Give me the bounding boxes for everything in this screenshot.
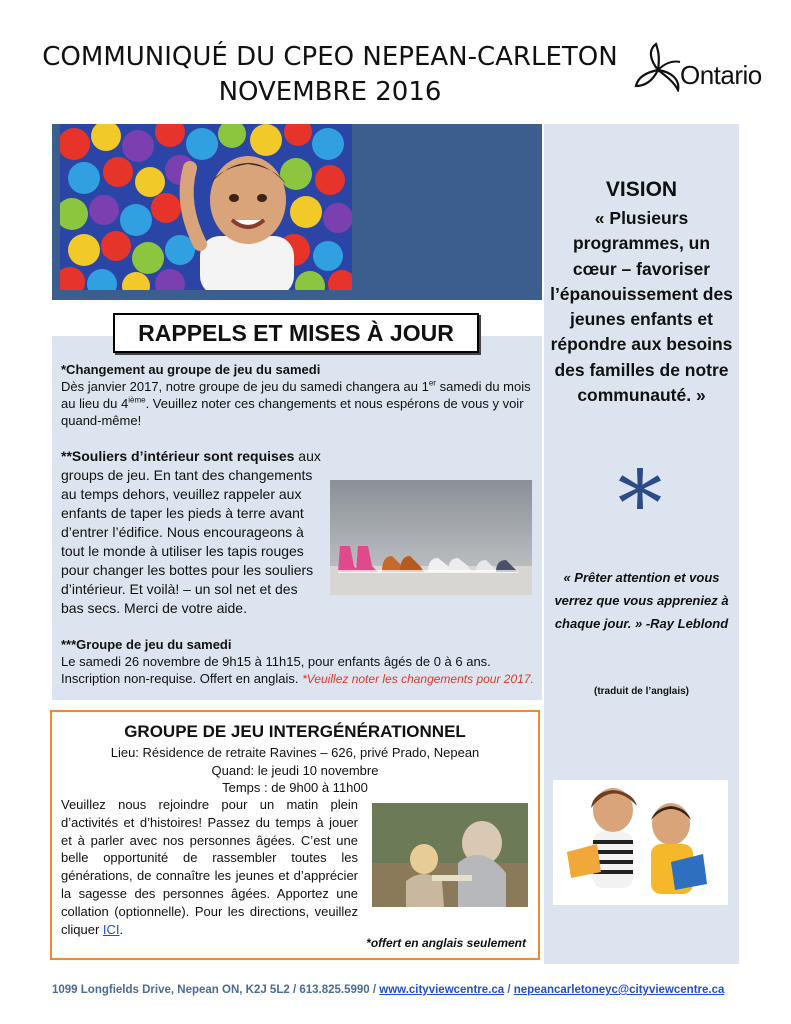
kids-reading-photo: [553, 780, 728, 905]
item-2-title: **Souliers d’intérieur sont requises: [61, 448, 295, 464]
intergenerational-painting: [372, 803, 528, 907]
rappels-item-1: [61, 361, 531, 429]
trillium-icon: [634, 42, 682, 92]
logo-text: Ontario: [680, 60, 762, 90]
intergenerational-text: Veuillez nous rejoindre pour un matin plein d’activités et d’histoires! Passez du temps à jouer et à parler avec nos personnes âgées. C’est une belle opportunité de rassembler toutes les générations, de connaître les jeunes et d’apprécier la sagesse des personnes âgées. Apportez une collation (optionnelle). Pour les directions, veuillez cliquer ICI.: [61, 797, 358, 937]
rappels-item-3: [61, 636, 539, 688]
event-date: Quand: le jeudi 10 novembre: [211, 763, 379, 778]
event-time: Temps : de 9h00 à 11h00: [222, 780, 368, 795]
rappels-heading: RAPPELS ET MISES À JOUR: [113, 313, 479, 353]
shoes-photo: [330, 480, 532, 595]
asterisk-icon: *: [617, 452, 663, 557]
item-1-title: *Changement au groupe de jeu du samedi: [61, 362, 321, 377]
directions-link[interactable]: ICI: [102, 921, 120, 937]
quote-text: « Prêter attention et vous verrez que vous appreniez à chaque jour. » -Ray Leblond: [554, 570, 729, 632]
footer-address: 1099 Longfields Drive, Nepean ON, K2J 5L2 / 613.825.5990 /: [52, 984, 380, 996]
item-3-line-1: Le samedi 26 novembre de 9h15 à 11h15, pour enfants âgés de 0 à 6 ans.: [61, 654, 491, 669]
newsletter-title: [40, 40, 620, 110]
item-3-line-2: Inscription non-requise. Offert en anglais. *Veuillez noter les changements pour 2017.: [61, 671, 534, 686]
website-link[interactable]: www.cityviewcentre.ca: [379, 984, 505, 996]
english-only-note: *offert en anglais seulement: [366, 936, 526, 950]
footer: [52, 984, 752, 996]
intergenerational-title: GROUPE DE JEU INTERGÉNÉRATIONNEL: [124, 722, 466, 741]
item-3-title: ***Groupe de jeu du samedi: [61, 637, 232, 652]
footer-separator: /: [504, 984, 514, 996]
ontario-logo: [630, 42, 770, 94]
event-location: Lieu: Résidence de retraite Ravines – 626, privé Prado, Nepean: [110, 745, 480, 760]
ball-pit-photo: [60, 124, 352, 290]
title-line-2: NOVEMBRE 2016: [218, 77, 442, 107]
title-line-1: COMMUNIQUÉ DU CPEO NEPEAN-CARLETON: [42, 42, 618, 72]
email-link[interactable]: nepeancarletoneyc@cityviewcentre.ca: [513, 984, 725, 996]
vision-text: « Plusieurs programmes, un cœur – favoriser l’épanouissement des jeunes enfants et répondre aux besoins des familles de notre communauté. »: [550, 208, 733, 406]
vision-title: VISION: [605, 178, 678, 201]
quote-translation-note: (traduit de l’anglais): [593, 686, 689, 697]
item-2-text: aux groups de jeu. En tant des changements au temps dehors, veuillez rappeler aux enfants de taper les pieds à terre avant d’entrer l’édifice. Nous encourageons à tout le monde à utiliser les tapis rouges pour changer les bottes pour les souliers d’intérieur. Et voilà! – un sol net et des bas secs. Merci de votre aide.: [61, 448, 321, 616]
item-3-note: *Veuillez noter les changements pour 2017.: [302, 672, 534, 686]
item-1-text: Dès janvier 2017, notre groupe de jeu du samedi changera au 1er samedi du mois au lieu du 4ième. Veuillez noter ces changements et nous espérons de vous y voir quand-même!: [61, 378, 531, 428]
rappels-item-2: [61, 447, 321, 618]
